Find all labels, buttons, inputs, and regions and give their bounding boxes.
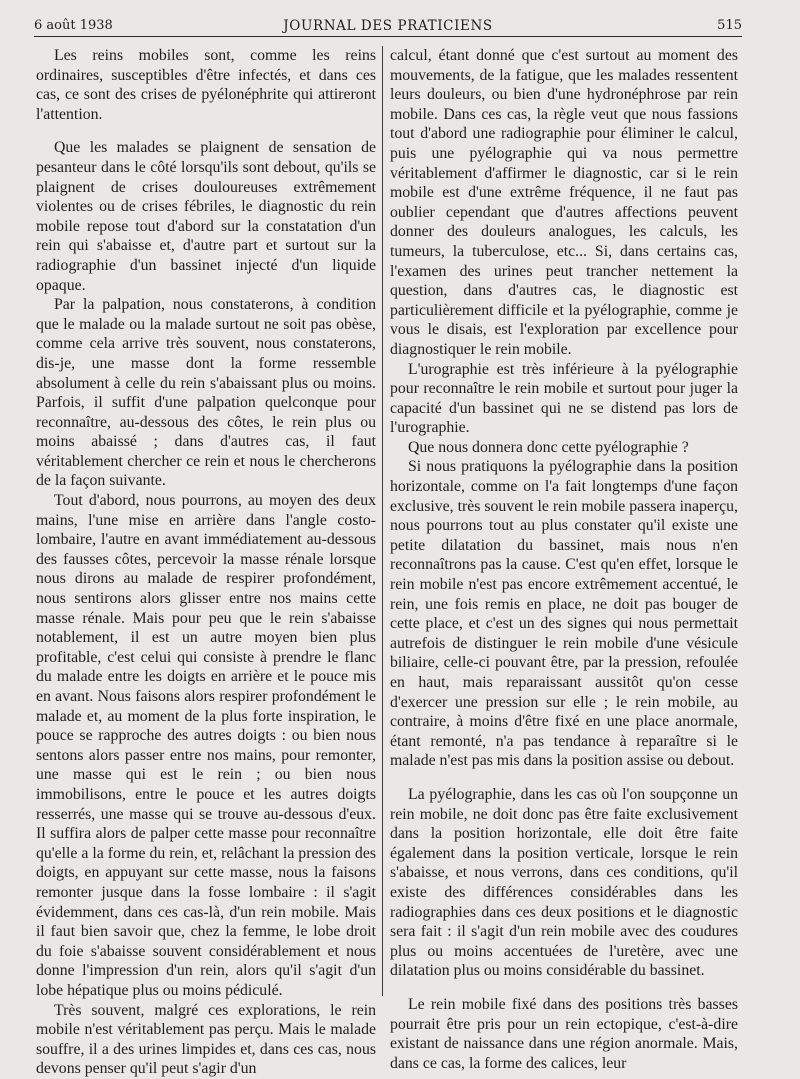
journal-title: JOURNAL DES PRATICIENS (283, 18, 493, 34)
paragraph: calcul, étant donné que c'est surtout au moment des mouvements, de la fatigue, que les malades ressentent leurs douleurs, ou bien d'une hydronéphrose par rein mobile. Dans ces cas, la règle veut que nous fassions tout d'abord une radiographie pour éliminer le calcul, puis une pyélographie qui va nous permettre véritablement d'affirmer le diagnostic, car si le rein mobile est d'une extrême fréquence, il ne faut pas oublier cependant que d'autres affections peuvent donner des douleurs analogues, les calculs, les tumeurs, la tuberculose, etc... Si, dans certains cas, l'examen des urines peut trancher nettement la question, dans d'autres cas, le diagnostic est particulièrement difficile et la pyélographie, comme je vous le disais, est l'exploration par excellence pour diagnostiquer le rein mobile. (390, 47, 738, 358)
running-header (34, 14, 742, 37)
paragraph: La pyélographie, dans les cas où l'on soupçonne un rein mobile, ne doit donc pas être faite exclusivement dans la position horizontale, elle doit être faite également dans la position verticale, lorsque le rein s'abaisse, et nous verrons, dans ces conditions, qu'il existe des différences considérables dans les radiographies dans ces deux positions et le diagnostic sera fait : il s'agit d'un rein mobile avec des coudures plus ou moins accentuées de l'uretère, avec une dilatation plus ou moins considérable du bassinet. (390, 785, 738, 980)
paragraph: Que nous donnera donc cette pyélographie ? (408, 438, 689, 456)
paragraph: Très souvent, malgré ces explorations, le rein mobile n'est véritablement pas perçu. Mais le malade souffre, il a des urines limpides et, dans ces cas, nous devons penser qu'il peut s'agir d'un (36, 1001, 376, 1078)
paragraph: Le rein mobile fixé dans des positions très basses pourrait être pris pour un rein ectopique, c'est-à-dire existant de naissance dans une région anormale. Mais, dans ce cas, la forme des calices, leur (390, 995, 738, 1072)
paragraph: Par la palpation, nous constaterons, à condition que le malade ou la malade surtout ne soit pas obèse, comme cela arrive très souvent, nous constaterons, dis-je, une masse dont la forme ressemble absolument à celle du rein s'abaissant plus ou moins. Parfois, il suffit d'une palpation quelconque pour reconnaître, au-dessous des côtes, le rein plus ou moins abaissé ; dans d'autres cas, il faut véritablement chercher ce rein et nous le chercherons de la façon suivante. (36, 296, 376, 490)
issue-date: 6 août 1938 (34, 18, 113, 33)
paragraph: Les reins mobiles sont, comme les reins ordinaires, susceptibles d'être infectés, et dans ces cas, ce sont des crises de pyélonéphrite qui attireront l'attention. (36, 47, 376, 123)
column-divider (382, 46, 383, 996)
page-number: 515 (717, 18, 742, 33)
paragraph: Si nous pratiquons la pyélographie dans la position horizontale, comme on l'a fait longtemps d'une façon exclusive, très souvent le rein mobile passera inaperçu, nous pourrons tout au plus constater qu'il existe une petite dilatation du bassinet, mais nous n'en reconnaîtrons pas la cause. C'est qu'en effet, lorsque le rein mobile n'est pas encore extrêmement accentué, le rein, une fois remis en place, ne doit pas bouger de cette place, et c'est un des signes qui nous permettait autrefois de distinguer le rein mobile d'une vésicule biliaire, celle-ci pouvant être, par la pression, refoulée en haut, mais reparaissant aussitôt qu'on cesse d'exercer une pression sur elle ; le rein mobile, au contraire, à moins d'être fixé en une place anormale, étant remonté, n'a pas tendance à reparaître si le malade n'est pas mis dans la position assise ou debout. (390, 458, 738, 770)
left-column (36, 46, 376, 1078)
right-column (390, 46, 738, 1072)
paragraph: Tout d'abord, nous pourrons, au moyen des deux mains, l'une mise en arrière dans l'angle costo-lombaire, l'autre en avant immédiatement au-dessous des fausses côtes, percevoir la masse rénale lorsque nous dirons au malade de respirer profondément, nous sentirons alors glisser entre nos mains cette masse rénale. Mais pour peu que le rein s'abaisse notablement, il est un autre moyen bien plus profitable, c'est celui qui consiste à prendre le flanc du malade entre les doigts en arrière et le pouce mis en avant. Nous faisons alors respirer profondément le malade et, au moment de la plus forte inspiration, le pouce se rapproche des autres doigts : ou bien nous sentons alors passer entre nos mains, pour remonter, une masse qui est le rein ; ou bien nous immobilisons, entre le pouce et les autres doigts resserrés, une masse qui se trouve au-dessous d'eux. Il suffira alors de palper cette masse pour reconnaître qu'elle a la forme du rein, et, relâchant la pression des doigts, en appuyant sur cette masse, nous la faisons remonter jusque dans la fosse lombaire : il s'agit évidemment, dans ces cas-là, d'un rein mobile. Mais il faut bien savoir que, chez la femme, le lobe droit du foie s'abaisse souvent considérablement et nous donne l'impression d'un rein, alors qu'il s'agit d'un lobe hépatique plus ou moins pédiculé. (36, 492, 376, 999)
paragraph: Que les malades se plaignent de sensation de pesanteur dans le côté lorsqu'ils sont debout, qu'ils se plaignent de crises douloureuses extrêmement violentes ou de crises fébriles, le diagnostic du rein mobile repose tout d'abord sur la constatation d'un rein qui s'abaisse et, d'autre part et surtout sur la radiographie d'un bassinet injecté d'un liquide opaque. (36, 139, 376, 294)
paragraph: L'urographie est très inférieure à la pyélographie pour reconnaître le rein mobile et surtout pour juger la capacité d'un bassinet qui ne se distend pas lors de l'urographie. (390, 360, 738, 437)
